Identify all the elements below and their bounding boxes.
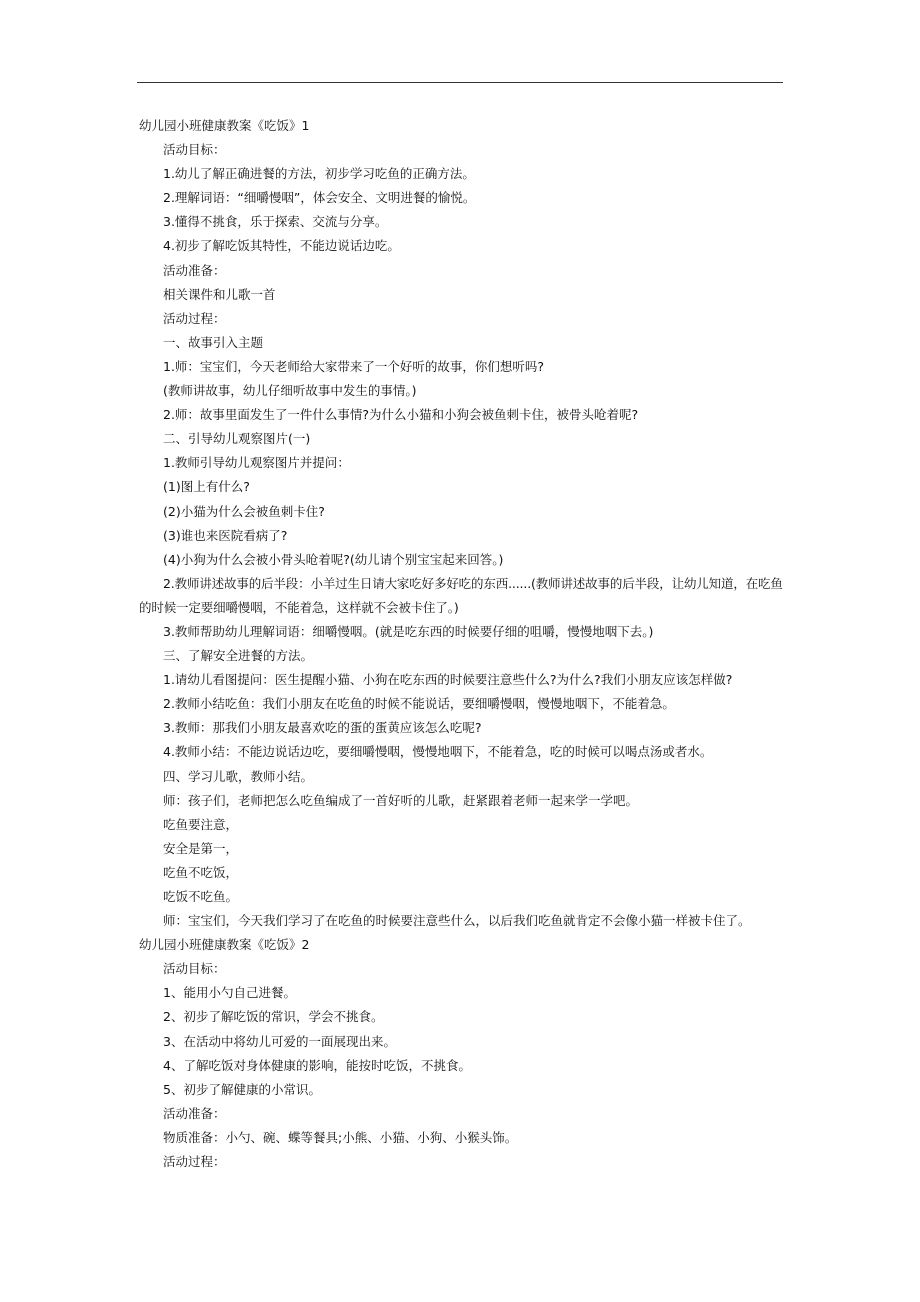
paragraph-line: 活动目标： xyxy=(163,961,226,977)
paragraph-line: 2.师：故事里面发生了一件什么事情?为什么小猫和小狗会被鱼刺卡住，被骨头呛着呢? xyxy=(163,407,639,423)
paragraph-line: 4.初步了解吃饭其特性，不能边说话边吃。 xyxy=(163,238,400,254)
paragraph-line: 吃饭不吃鱼。 xyxy=(163,889,239,904)
paragraph-line: 3.懂得不挑食，乐于探索、交流与分享。 xyxy=(163,214,388,230)
section-heading: 幼儿园小班健康教案《吃饭》1 xyxy=(139,118,310,133)
paragraph-line: 活动过程： xyxy=(163,1154,226,1170)
paragraph-line: 三、了解安全进餐的方法。 xyxy=(163,648,314,664)
paragraph-line: 3.教师帮助幼儿理解词语：细嚼慢咽。(就是吃东西的时候要仔细的咀嚼，慢慢地咽下去。) xyxy=(163,623,654,639)
paragraph-line: 二、引导幼儿观察图片(一) xyxy=(163,431,311,447)
paragraph-line: 师：宝宝们，今天我们学习了在吃鱼的时候要注意些什么，以后我们吃鱼就肯定不会像小猫一样被卡住了。 xyxy=(163,913,751,929)
paragraph-line: 1.师：宝宝们，今天老师给大家带来了一个好听的故事，你们想听吗? xyxy=(163,358,545,374)
paragraph-line: 3.教师：那我们小朋友最喜欢吃的蛋的蛋黄应该怎么吃呢? xyxy=(163,720,482,736)
paragraph-line: 1.幼儿了解正确进餐的方法，初步学习吃鱼的正确方法。 xyxy=(163,166,475,182)
paragraph-line: 2、初步了解吃饭的常识，学会不挑食。 xyxy=(163,1009,384,1025)
paragraph-line: 2.教师小结吃鱼：我们小朋友在吃鱼的时候不能说话，要细嚼慢咽，慢慢地咽下，不能着急。 xyxy=(163,696,675,712)
paragraph-line: (2)小猫为什么会被鱼刺卡住? xyxy=(163,503,325,519)
paragraph-line: 一、故事引入主题 xyxy=(163,334,264,350)
paragraph-line: (4)小狗为什么会被小骨头呛着呢?(幼儿请个别宝宝起来回答。) xyxy=(163,551,504,567)
paragraph-line: 安全是第一， xyxy=(163,840,239,856)
paragraph-line: (3)谁也来医院看病了? xyxy=(163,527,288,543)
paragraph-line: 四、学习儿歌，教师小结。 xyxy=(163,768,314,784)
paragraph-line: 5、初步了解健康的小常识。 xyxy=(163,1081,321,1097)
paragraph-line: 3、在活动中将幼儿可爱的一面展现出来。 xyxy=(163,1033,396,1049)
paragraph-line: 活动准备： xyxy=(163,1105,226,1121)
paragraph-line: 1.请幼儿看图提问：医生提醒小猫、小狗在吃东西的时候要注意些什么?为什么?我们小朋友应该怎样做? xyxy=(163,672,733,688)
paragraph-line: 吃鱼不吃饭， xyxy=(163,864,239,880)
paragraph-line: 吃鱼要注意， xyxy=(163,816,239,832)
document-body xyxy=(139,114,787,1174)
paragraph-line: 2.理解词语：“细嚼慢咽”，体会安全、文明进餐的愉悦。 xyxy=(163,190,476,206)
paragraph-line: 师：孩子们，老师把怎么吃鱼编成了一首好听的儿歌，赶紧跟着老师一起来学一学吧。 xyxy=(163,792,639,808)
paragraph-line: 1.教师引导幼儿观察图片并提问： xyxy=(163,455,350,471)
paragraph-line: 活动过程： xyxy=(163,310,226,326)
section-heading: 幼儿园小班健康教案《吃饭》2 xyxy=(139,937,310,953)
paragraph-line: 4.教师小结：不能边说话边吃，要细嚼慢咽，慢慢地咽下，不能着急，吃的时候可以喝点汤或者水。 xyxy=(163,744,713,760)
paragraph-line: 1、能用小勺自己进餐。 xyxy=(163,985,296,1001)
paragraph-line: 4、了解吃饭对身体健康的影响，能按时吃饭，不挑食。 xyxy=(163,1057,471,1073)
paragraph-line: 活动准备： xyxy=(163,262,226,278)
paragraph-line: 活动目标： xyxy=(163,142,226,158)
paragraph-line: 物质准备：小勺、碗、蝶等餐具;小熊、小猫、小狗、小猴头饰。 xyxy=(163,1129,518,1145)
paragraph-line: (1)图上有什么? xyxy=(163,479,250,495)
header-rule xyxy=(137,82,783,83)
paragraph-line: 2.教师讲述故事的后半段：小羊过生日请大家吃好多好吃的东西......(教师讲述故事的后半段，让幼儿知道，在吃鱼的时候一定要细嚼慢咽，不能着急，这样就不会被卡住了。) xyxy=(139,575,783,615)
paragraph-line: 相关课件和儿歌一首 xyxy=(163,286,276,302)
paragraph-line: (教师讲故事，幼儿仔细听故事中发生的事情。) xyxy=(163,383,417,399)
